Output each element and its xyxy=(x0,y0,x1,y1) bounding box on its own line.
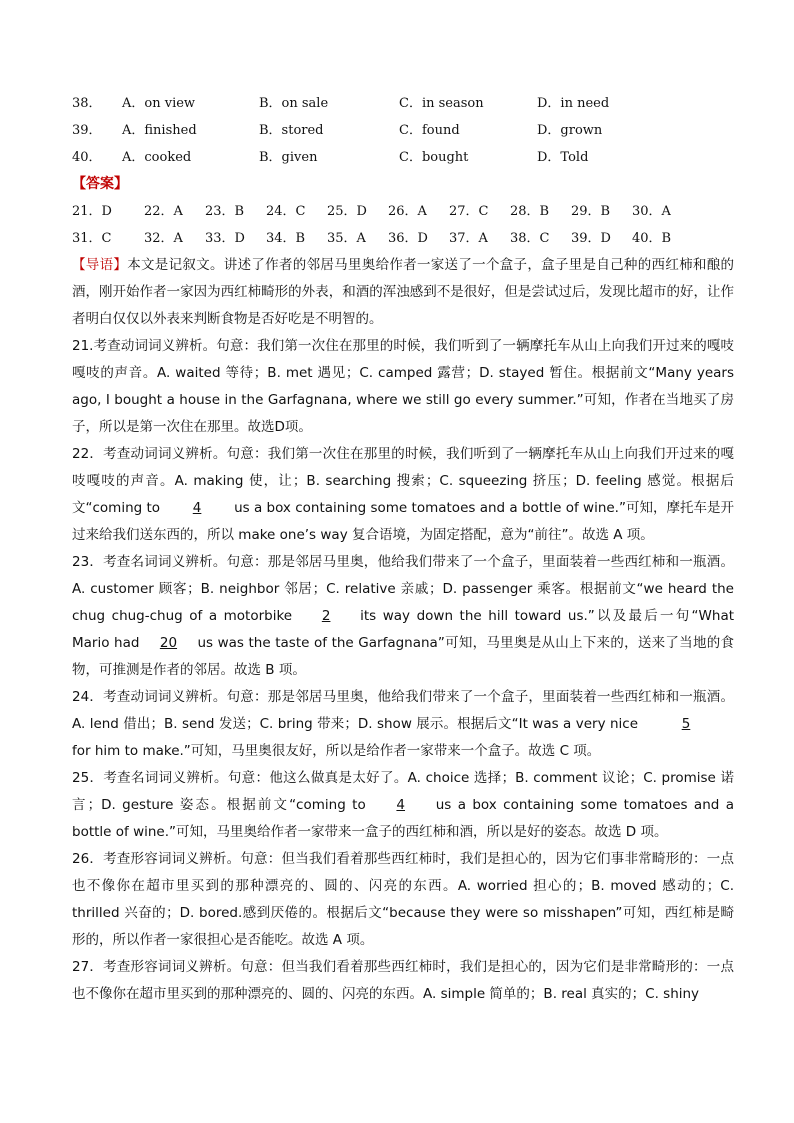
option-c: C．in season xyxy=(399,96,484,111)
blank-number: 2 xyxy=(321,608,331,624)
answer-item: 22．A xyxy=(144,204,183,219)
guide-heading: 【导语】 xyxy=(72,257,128,273)
answer-item: 28．B xyxy=(510,204,550,219)
answer-item: 39．D xyxy=(571,231,611,246)
option-d: D．grown xyxy=(537,123,603,138)
option-c: C．bought xyxy=(399,150,469,165)
answer-item: 35．A xyxy=(327,231,366,246)
explanation-text: us a box containing some tomatoes and a bottle of wine.”可知，摩托车是开过来给我们送东西的，所以 make one’s way 复合语境，为固定搭配，意为“前往”。故选 A 项。 xyxy=(72,500,734,543)
option-number: 39． xyxy=(72,123,102,138)
blank-number: 20 xyxy=(159,635,178,651)
blank-number: 5 xyxy=(681,716,691,732)
answer-item: 26．A xyxy=(388,204,427,219)
answer-item: 29．B xyxy=(571,204,611,219)
answer-item: 36．D xyxy=(388,231,428,246)
explanation-text: for him to make.”可知，马里奥很友好，所以是给作者一家带来一个盒子。故选 C 项。 xyxy=(72,743,601,759)
option-row-40 xyxy=(72,144,734,171)
option-d: D．Told xyxy=(537,150,589,165)
explanation-text: us was the taste of the Garfagnana”可知，马里奥是从山上下来的，送来了当地的食物，可推测是作者的邻居。故选 B 项。 xyxy=(72,635,734,678)
option-b: B．given xyxy=(259,150,318,165)
answer-item: 40．B xyxy=(632,231,672,246)
answer-row-1 xyxy=(72,198,734,225)
explanation-text: its way down the hill toward us.”以及最后一句“What Mario had xyxy=(72,608,735,651)
explanation-22 xyxy=(72,441,734,549)
explanation-text: 25．考查名词词义辨析。句意：他这么做真是太好了。A. choice 选择；B. comment 议论；C. promise 诺言；D. gesture 姿态。根据前文“coming to xyxy=(72,770,734,813)
answer-item: 38．C xyxy=(510,231,550,246)
answer-row-2 xyxy=(72,225,734,252)
answer-item: 33．D xyxy=(205,231,245,246)
answer-item: 25．D xyxy=(327,204,367,219)
explanation-text: 24．考查动词词义辨析。句意：那是邻居马里奥，他给我们带来了一个盒子，里面装着一些西红柿和一瓶酒。A. lend 借出；B. send 发送；C. bring 带来；D. show 展示。根据后文“It was a very nice xyxy=(72,689,734,732)
guide-text: 本文是记叙文。讲述了作者的邻居马里奥给作者一家送了一个盒子，盒子里是自己种的西红柿和酿的酒，刚开始作者一家因为西红柿畸形的外表，和酒的浑浊感到不是很好，但是尝试过后，发现比超市的好，让作者明白仅仅以外表来判断食物是否好吃是不明智的。 xyxy=(72,257,735,327)
option-a: A．cooked xyxy=(122,150,192,165)
answer-item: 37．A xyxy=(449,231,488,246)
answer-item: 24．C xyxy=(266,204,306,219)
explanation-text: 23．考查名词词义辨析。句意：那是邻居马里奥，他给我们带来了一个盒子，里面装着一些西红柿和一瓶酒。A. customer 顾客；B. neighbor 邻居；C. relative 亲戚；D. passenger 乘客。根据前文“we heard the chug chug-chug of a motorbike xyxy=(72,554,734,624)
explanation-text: us a box containing some tomatoes and a bottle of wine.”可知，马里奥给作者一家带来一盒子的西红柿和酒，所以是好的姿态。故选 D 项。 xyxy=(72,797,734,840)
explanation-text: 22．考查动词词义辨析。句意：我们第一次住在那里的时候，我们听到了一辆摩托车从山上向我们开过来的嘎吱嘎吱的声音。A. making 使，让；B. searching 搜索；C. squeezing 挤压；D. feeling 感觉。根据后文“coming to xyxy=(72,446,734,516)
options-block xyxy=(72,90,734,171)
explanation-25 xyxy=(72,765,734,846)
answer-item: 23．B xyxy=(205,204,245,219)
option-d: D．in need xyxy=(537,96,610,111)
explanation-26: 26．考查形容词词义辨析。句意：但当我们看着那些西红柿时，我们是担心的，因为它们事非常畸形的：一点也不像你在超市里买到的那种漂亮的、圆的、闪亮的东西。A. worried 担心的；B. moved 感动的；C. thrilled 兴奋的；D. bored.感到厌倦的。根据后文“because they were so misshapen”可知，西红柿是畸形的，所以作者一家很担心是否能吃。故选 A 项。 xyxy=(72,851,734,948)
answer-item: 27．C xyxy=(449,204,489,219)
answer-item: 21．D xyxy=(72,204,112,219)
answer-item: 34．B xyxy=(266,231,306,246)
option-number: 40． xyxy=(72,150,102,165)
option-b: B．stored xyxy=(259,123,324,138)
option-b: B．on sale xyxy=(259,96,329,111)
option-row-39 xyxy=(72,117,734,144)
explanation-27: 27．考查形容词词义辨析。句意：但当我们看着那些西红柿时，我们是担心的，因为它们是非常畸形的：一点也不像你在超市里买到的那种漂亮的、圆的、闪亮的东西。A. simple 简单的；B. real 真实的；C. shiny xyxy=(72,959,734,1002)
option-row-38 xyxy=(72,90,734,117)
option-number: 38． xyxy=(72,96,102,111)
explanation-21: 21.考查动词词义辨析。句意：我们第一次住在那里的时候，我们听到了一辆摩托车从山上向我们开过来的嘎吱嘎吱的声音。A. waited 等待；B. met 遇见；C. camped 露营；D. stayed 暂住。根据前文“Many years ago, I bought a house in the Garfagnana, where we still go every summer.”可知，作者在当地买了房子，所以是第一次住在那里。故选D项。 xyxy=(72,338,734,435)
explanation-23 xyxy=(72,549,734,684)
blank-number: 4 xyxy=(396,797,406,813)
option-a: A．finished xyxy=(122,123,197,138)
option-a: A．on view xyxy=(122,96,196,111)
blank-number: 4 xyxy=(192,500,202,516)
answer-heading: 【答案】 xyxy=(72,176,128,192)
guide-paragraph xyxy=(72,252,734,333)
option-c: C．found xyxy=(399,123,460,138)
answer-item: 30．A xyxy=(632,204,671,219)
answer-item: 32．A xyxy=(144,231,183,246)
answer-item: 31．C xyxy=(72,231,112,246)
explanation-24 xyxy=(72,684,734,765)
